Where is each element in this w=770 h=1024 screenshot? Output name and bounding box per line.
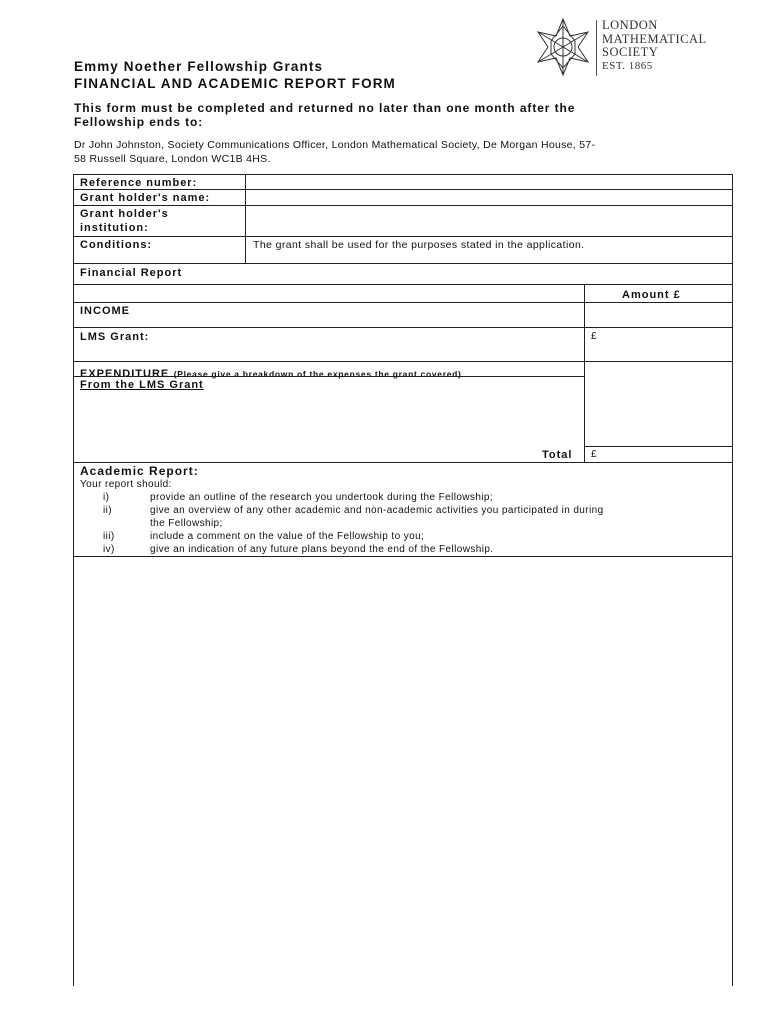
list-item-number: iii) <box>103 531 115 542</box>
amount-column-header: Amount £ <box>622 289 681 301</box>
form-subtitle: FINANCIAL AND ACADEMIC REPORT FORM <box>74 76 396 91</box>
table-left-border <box>73 174 74 986</box>
total-currency: £ <box>591 449 597 460</box>
instructions-line-1: This form must be completed and returned no later than one month after the <box>74 101 576 115</box>
institution-label-line-2: institution: <box>80 222 149 234</box>
from-lms-grant-label: From the LMS Grant <box>80 379 204 391</box>
lms-grant-label: LMS Grant: <box>80 331 150 343</box>
total-amount-input[interactable] <box>600 448 730 461</box>
total-label: Total <box>542 449 573 461</box>
reference-number-input[interactable] <box>247 176 731 189</box>
lms-logo-emblem-icon <box>530 16 596 78</box>
academic-report-heading: Academic Report: <box>80 464 199 478</box>
lms-logo <box>530 16 730 78</box>
grant-holder-name-input[interactable] <box>247 191 731 204</box>
return-address <box>74 138 734 166</box>
academic-report-input[interactable] <box>76 560 730 980</box>
logo-line-1: LONDON <box>602 18 658 32</box>
list-item-number: ii) <box>103 505 112 516</box>
conditions-label: Conditions: <box>80 239 153 251</box>
address-line-1: Dr John Johnston, Society Communications Officer, London Mathematical Society, De Morgan House, 57- <box>74 139 596 151</box>
list-item-number: i) <box>103 492 110 503</box>
logo-line-3: SOCIETY <box>602 45 659 59</box>
list-item-number: iv) <box>103 544 115 555</box>
instructions-line-2: Fellowship ends to: <box>74 115 204 129</box>
logo-divider <box>596 20 597 76</box>
address-line-2: 58 Russell Square, London WC1B 4HS. <box>74 153 271 165</box>
amount-column-divider <box>584 284 585 462</box>
list-item-text: give an indication of any future plans beyond the end of the Fellowship. <box>150 544 494 555</box>
form-title: Emmy Noether Fellowship Grants <box>74 59 324 74</box>
lms-grant-currency: £ <box>591 331 597 342</box>
expenditure-label: EXPENDITURE <box>80 368 170 380</box>
lms-grant-amount-input[interactable] <box>600 329 730 359</box>
instructions <box>74 101 714 129</box>
institution-label <box>80 207 169 235</box>
grant-holder-name-label: Grant holder's name: <box>80 192 211 204</box>
academic-report-intro: Your report should: <box>80 479 172 490</box>
financial-report-heading: Financial Report <box>80 267 183 279</box>
list-item-text: provide an outline of the research you undertook during the Fellowship; <box>150 492 494 503</box>
table-right-border <box>732 174 733 986</box>
list-item-text: the Fellowship; <box>150 518 223 529</box>
expenditure-note: (Please give a breakdown of the expenses the grant covered) <box>173 369 462 379</box>
logo-line-4: EST. 1865 <box>602 59 653 72</box>
institution-input[interactable] <box>247 208 731 235</box>
list-item-text: give an overview of any other academic and non-academic activities you participated in during <box>150 505 604 516</box>
reference-number-label: Reference number: <box>80 177 198 189</box>
expenditure-breakdown-input[interactable] <box>76 393 582 443</box>
institution-label-line-1: Grant holder's <box>80 208 169 220</box>
income-label: INCOME <box>80 305 130 317</box>
conditions-text: The grant shall be used for the purposes stated in the application. <box>253 239 585 251</box>
logo-line-2: MATHEMATICAL <box>602 31 707 46</box>
list-item-text: include a comment on the value of the Fellowship to you; <box>150 531 425 542</box>
